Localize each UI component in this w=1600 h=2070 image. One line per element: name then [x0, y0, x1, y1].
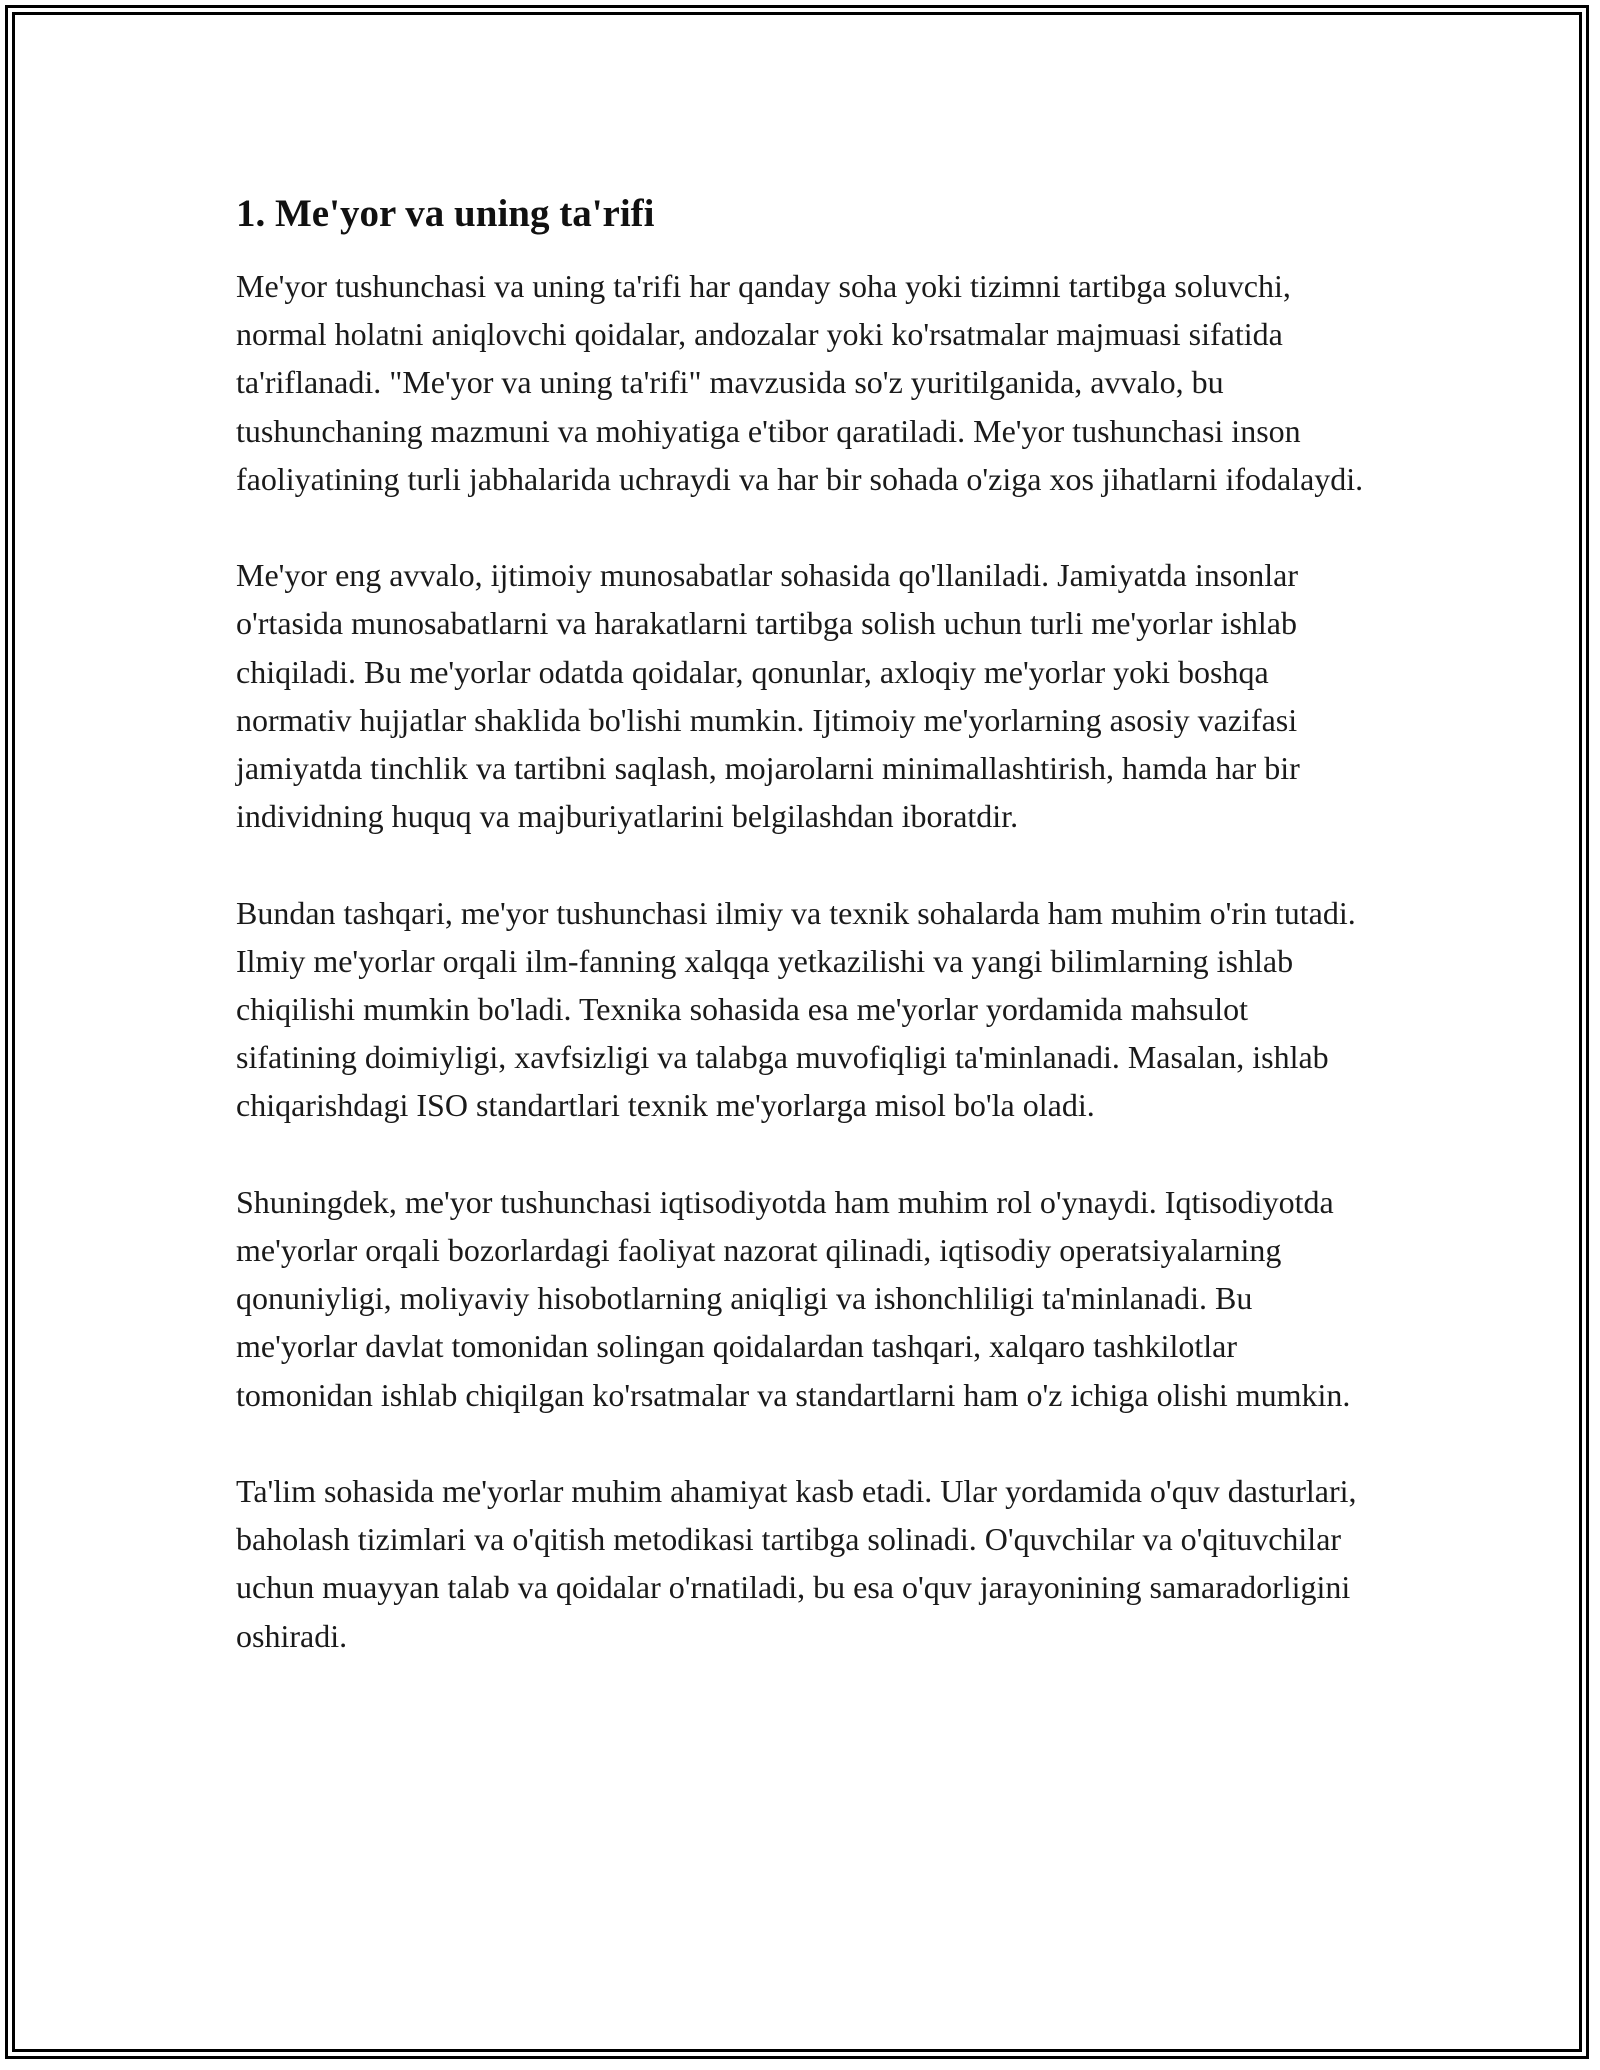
paragraph-1: Me'yor tushunchasi va uning ta'rifi har qanday soha yoki tizimni tartibga soluvchi, normal holatni aniqlovchi qoidalar, andozalar yoki ko'rsatmalar majmuasi sifatida ta'riflanadi. "Me'yor va uning ta'rifi" mavzusida so'z yuritilganida, avvalo, bu tushunchaning mazmuni va mohiyatiga e'tibor qaratiladi. Me'yor tushunchasi inson faoliyatining turli jabhalarida uchraydi va har bir sohada o'ziga xos jihatlarni ifodalaydi.	[236, 268, 1364, 497]
document-body	[236, 186, 1376, 1708]
paragraph-2: Me'yor eng avvalo, ijtimoiy munosabatlar sohasida qo'llaniladi. Jamiyatda insonlar o'rtasida munosabatlarni va harakatlarni tartibga solish uchun turli me'yorlar ishlab chiqiladi. Bu me'yorlar odatda qoidalar, qonunlar, axloqiy me'yorlar yoki boshqa normativ hujjatlar shaklida bo'lishi mumkin. Ijtimoiy me'yorlarning asosiy vazifasi jamiyatda tinchlik va tartibni saqlash, mojarolarni minimallashtirish, hamda har bir individning huquq va majburiyatlarini belgilashdan iboratdir.	[236, 557, 1300, 835]
section-title: 1. Me'yor va uning ta'rifi	[236, 192, 655, 235]
paragraph-3: Bundan tashqari, me'yor tushunchasi ilmiy va texnik sohalarda ham muhim o'rin tutadi. Ilmiy me'yorlar orqali ilm-fanning xalqqa yetkazilishi va yangi bilimlarning ishlab chiqilishi mumkin bo'ladi. Texnika sohasida esa me'yorlar yordamida mahsulot sifatining doimiyligi, xavfsizligi va talabga muvofiqligi ta'minlanadi. Masalan, ishlab chiqarishdagi ISO standartlari texnik me'yorlarga misol bo'la oladi.	[236, 894, 1356, 1124]
paragraph-5: Ta'lim sohasida me'yorlar muhim ahamiyat kasb etadi. Ular yordamida o'quv dasturlari, baholash tizimlari va o'qitish metodikasi tartibga solinadi. O'quvchilar va o'qituvchilar uchun muayyan talab va qoidalar o'rnatiladi, bu esa o'quv jarayonining samaradorligini oshiradi.	[236, 1473, 1357, 1654]
paragraph-4: Shuningdek, me'yor tushunchasi iqtisodiyotda ham muhim rol o'ynaydi. Iqtisodiyotda me'yorlar orqali bozorlardagi faoliyat nazorat qilinadi, iqtisodiy operatsiyalarning qonuniyligi, moliyaviy hisobotlarning aniqligi va ishonchliligi ta'minlanadi. Bu me'yorlar davlat tomonidan solingan qoidalardan tashqari, xalqaro tashkilotlar tomonidan ishlab chiqilgan ko'rsatmalar va standartlarni ham o'z ichiga olishi mumkin.	[236, 1183, 1351, 1413]
